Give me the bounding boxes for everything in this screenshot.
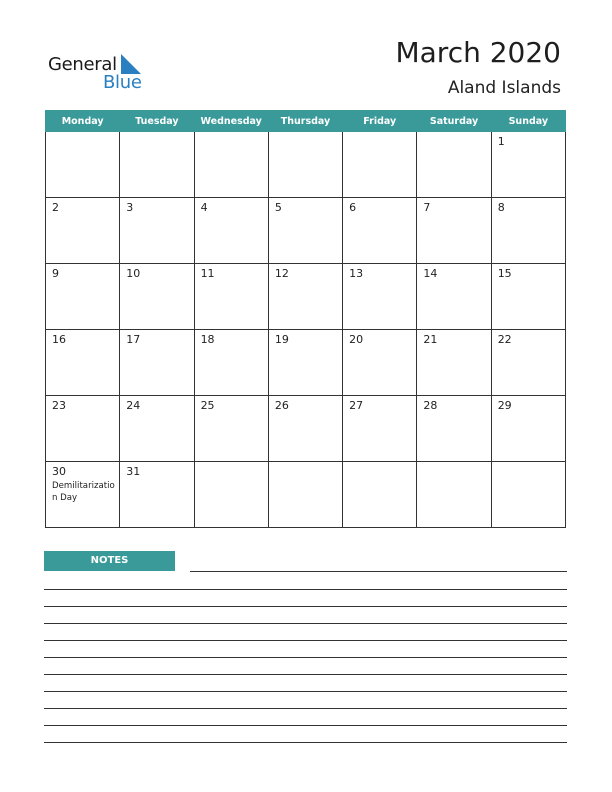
day-number: 8 — [497, 201, 505, 214]
day-number: 29 — [497, 399, 512, 412]
day-cell — [194, 462, 268, 528]
notes-line — [44, 589, 567, 590]
day-cell — [120, 198, 194, 264]
weekday-sunday: Sunday — [491, 111, 565, 132]
weekday-header-row — [46, 111, 566, 132]
weekday-thursday: Thursday — [268, 111, 342, 132]
page-title: March 2020 — [395, 36, 561, 69]
day-cell — [120, 462, 194, 528]
day-cell — [268, 330, 342, 396]
day-cell — [343, 396, 417, 462]
day-number: 19 — [274, 333, 289, 346]
day-cell — [46, 396, 120, 462]
day-number: 5 — [274, 201, 282, 214]
day-cell — [46, 132, 120, 198]
day-cell — [343, 264, 417, 330]
week-row — [46, 132, 566, 198]
weekday-tuesday: Tuesday — [120, 111, 194, 132]
week-row — [46, 264, 566, 330]
day-number: 10 — [126, 267, 141, 280]
notes-line — [44, 640, 567, 641]
day-cell — [120, 132, 194, 198]
day-number: 3 — [126, 201, 134, 214]
weekday-monday: Monday — [46, 111, 120, 132]
day-number: 14 — [423, 267, 438, 280]
day-number: 18 — [200, 333, 215, 346]
day-cell — [491, 396, 565, 462]
day-number: 4 — [200, 201, 208, 214]
day-number: 30 — [52, 465, 66, 478]
day-cell — [491, 462, 565, 528]
holiday-label: Demilitarization Day — [52, 481, 115, 503]
day-cell — [46, 198, 120, 264]
day-cell — [491, 264, 565, 330]
notes-line — [44, 691, 567, 692]
day-cell — [194, 198, 268, 264]
notes-line — [44, 657, 567, 658]
logo-general-text: General — [48, 54, 117, 75]
day-number: 9 — [52, 267, 59, 280]
notes-line — [44, 623, 567, 624]
logo-triangle-icon — [121, 54, 141, 74]
day-number: 23 — [52, 399, 66, 412]
day-cell — [268, 198, 342, 264]
day-number: 11 — [200, 267, 215, 280]
day-cell — [491, 132, 565, 198]
day-number: 13 — [349, 267, 364, 280]
notes-line — [44, 742, 567, 743]
day-number: 2 — [52, 201, 59, 214]
country-name: Aland Islands — [447, 78, 561, 98]
day-cell — [417, 198, 491, 264]
day-number: 16 — [52, 333, 66, 346]
day-cell — [268, 462, 342, 528]
weekday-saturday: Saturday — [417, 111, 491, 132]
logo — [48, 52, 158, 92]
day-cell — [194, 396, 268, 462]
day-cell — [417, 264, 491, 330]
day-cell — [417, 330, 491, 396]
day-cell — [417, 462, 491, 528]
day-number: 12 — [274, 267, 289, 280]
day-cell — [46, 330, 120, 396]
day-cell — [268, 396, 342, 462]
week-row — [46, 462, 566, 528]
day-number: 17 — [126, 333, 141, 346]
notes-line — [44, 606, 567, 607]
weekday-wednesday: Wednesday — [194, 111, 268, 132]
calendar-grid — [45, 110, 566, 528]
day-number: 25 — [200, 399, 215, 412]
day-cell — [194, 330, 268, 396]
day-cell — [343, 330, 417, 396]
day-number: 21 — [423, 333, 438, 346]
weekday-friday: Friday — [343, 111, 417, 132]
day-number: 24 — [126, 399, 141, 412]
day-cell — [343, 132, 417, 198]
notes-line — [44, 725, 567, 726]
day-cell — [194, 264, 268, 330]
notes-line — [44, 674, 567, 675]
day-cell — [120, 396, 194, 462]
day-number: 20 — [349, 333, 364, 346]
day-number: 22 — [497, 333, 512, 346]
week-row — [46, 198, 566, 264]
day-number: 7 — [423, 201, 431, 214]
week-row — [46, 396, 566, 462]
notes-line — [44, 708, 567, 709]
logo-blue-text: Blue — [103, 72, 142, 93]
day-cell — [491, 198, 565, 264]
day-cell — [343, 198, 417, 264]
day-number: 15 — [497, 267, 512, 280]
day-cell — [417, 132, 491, 198]
day-cell — [194, 132, 268, 198]
day-cell — [268, 132, 342, 198]
day-cell — [343, 462, 417, 528]
day-cell — [46, 264, 120, 330]
day-cell — [417, 396, 491, 462]
day-cell — [268, 264, 342, 330]
day-number: 1 — [497, 135, 505, 148]
day-cell — [46, 462, 120, 528]
day-cell — [120, 330, 194, 396]
notes-label: NOTES — [44, 551, 175, 571]
day-number: 6 — [349, 201, 357, 214]
day-number: 27 — [349, 399, 364, 412]
day-number: 31 — [126, 465, 141, 478]
notes-line — [190, 571, 567, 572]
day-cell — [120, 264, 194, 330]
week-row — [46, 330, 566, 396]
day-cell — [491, 330, 565, 396]
day-number: 28 — [423, 399, 438, 412]
day-number: 26 — [274, 399, 289, 412]
calendar-body — [46, 132, 566, 528]
